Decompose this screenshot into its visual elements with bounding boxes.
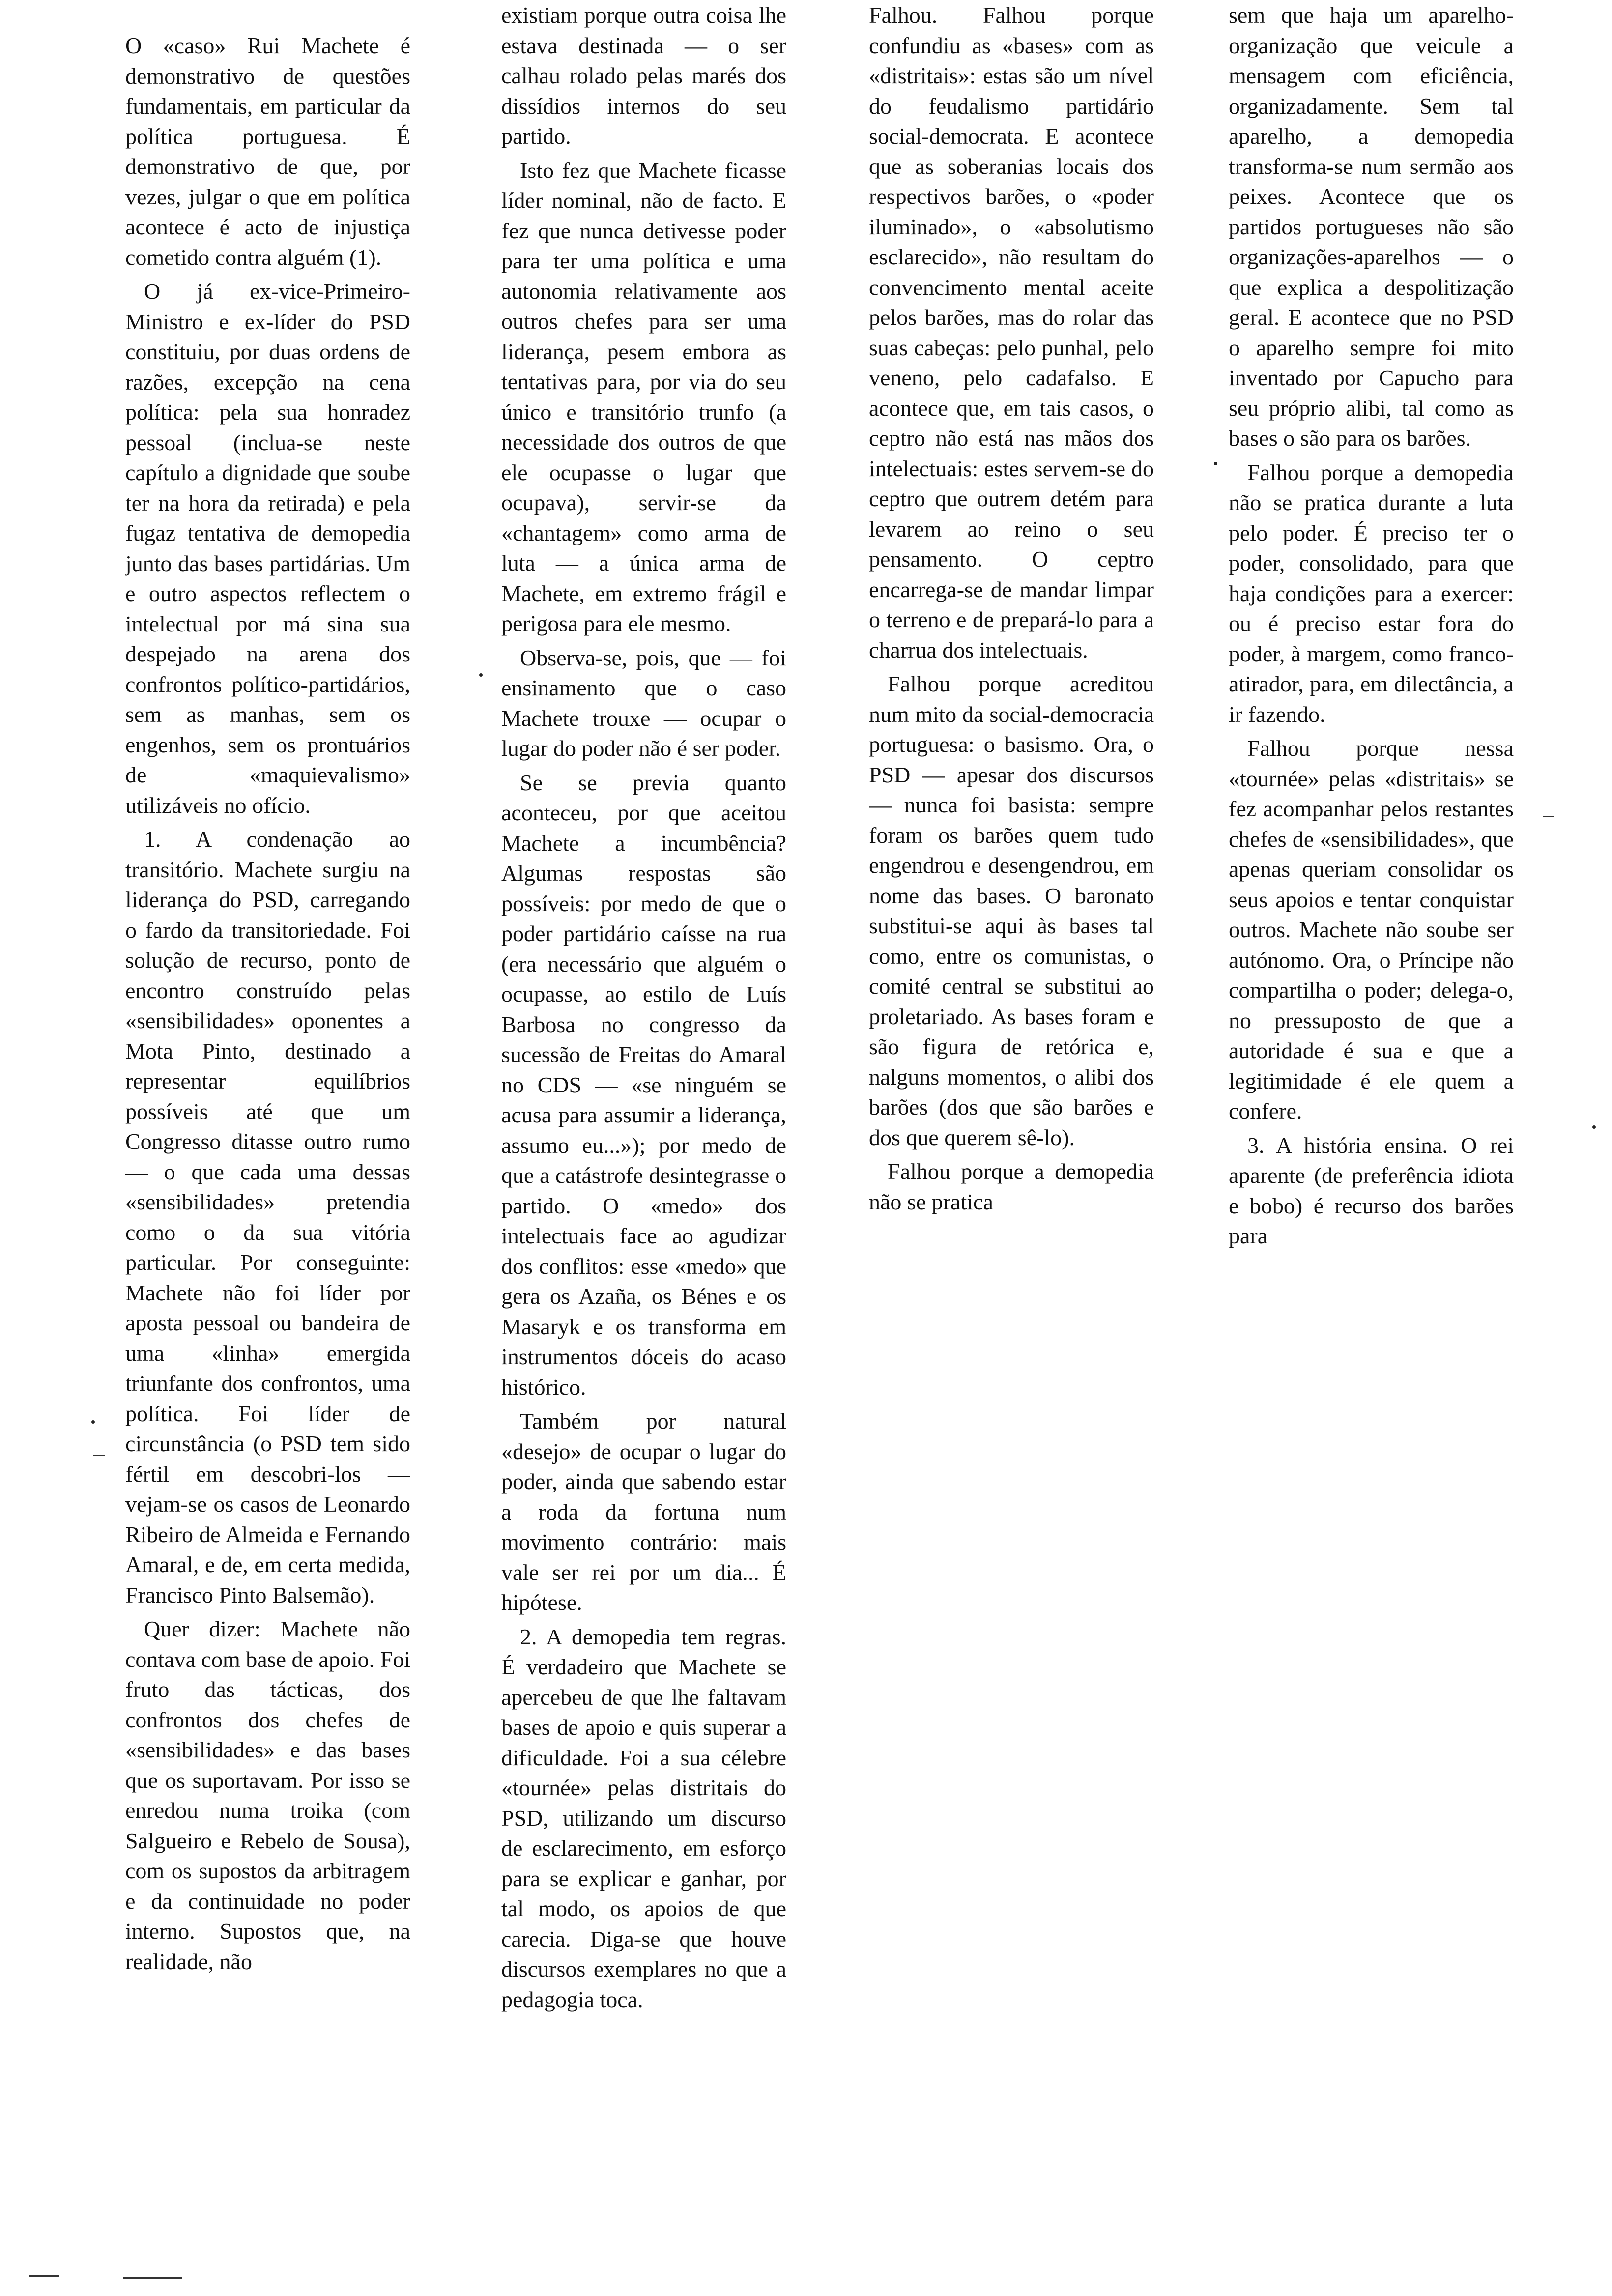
- paragraph: Observa-se, pois, que — foi ensinamento que o caso Machete trouxe — ocupar o lugar do poder não é ser poder.: [501, 645, 786, 761]
- paragraph: O já ex-vice-Primeiro-Ministro e ex-líder do PSD constituiu, por duas ordens de razões, excepção na cena política: pela sua honradez pessoal (inclua-se neste capítulo a dignidade que soube ter na hora da retirada) e pela fugaz tentativa de demopedia junto das bases partidárias. Um e outro aspectos reflectem o intelectual por má sina sua despejado na arena dos confrontos político-partidários, sem as manhas, sem os engenhos, sem os prontuários de «maquievalismo» utilizáveis no ofício.: [125, 279, 410, 818]
- paragraph: sem que haja um aparelho-organização que veicule a mensagem com eficiência, organizadamente. Sem tal aparelho, a demopedia transforma-se num sermão aos peixes. Acontece que os partidos portugueses não são organizações-aparelhos — o que explica a despolitização geral. E acontece que no PSD o aparelho sempre foi mito inventado por Capucho para seu próprio alibi, tal como as bases o são para os barões.: [1229, 2, 1514, 451]
- scan-mark: [29, 2275, 59, 2277]
- paragraph: Isto fez que Machete ficasse líder nominal, não de facto. E fez que nunca detivesse poder para ter uma política e uma autonomia relativamente aos outros chefes para ser uma liderança, pesem embora as tentativas para, por via do seu único e transitório trunfo (a necessidade dos outros de que ele ocupasse o lugar que ocupava), servir-se da «chantagem» como arma de luta — a única arma de Machete, em extremo frágil e perigosa para ele mesmo.: [501, 157, 786, 636]
- scan-mark: [123, 2277, 182, 2279]
- article-column-3: [869, 0, 1154, 1415]
- article-column-4: [1229, 0, 1514, 1415]
- paragraph: Falhou porque a demopedia não se pratica durante a luta pelo poder. É preciso ter o poder, consolidado, para que haja condições para a exercer: ou é preciso estar fora do poder, à margem, como franco-atirador, para, em dilectância, a ir fazendo.: [1229, 459, 1514, 727]
- paragraph: O «caso» Rui Machete é demonstrativo de questões fundamentais, em particular da política portuguesa. É demonstrativo de que, por vezes, julgar o que em política acontece é acto de injustiça cometido contra alguém (1).: [125, 33, 410, 270]
- paragraph: Falhou porque acreditou num mito da social-democracia portuguesa: o basismo. Ora, o PSD — apesar dos discursos — nunca foi basista: sempre foram os barões quem tudo engendrou e desengendrou, em nome das bases. O baronato substitui-se aqui às bases tal como, entre os comunistas, o comité central se substitui ao proletariado. As bases foram e são figura de retórica e, nalguns momentos, o alibi dos barões (dos que são barões e dos que querem sê-lo).: [869, 671, 1154, 1150]
- article-column-1: [125, 30, 410, 2271]
- scan-speck: [1592, 1125, 1596, 1129]
- paragraph: Quer dizer: Machete não contava com base de apoio. Foi fruto das tácticas, dos confrontos dos chefes de «sensibilidades» e das bases que os suportavam. Por isso se enredou numa troika (com Salgueiro e Rebelo de Sousa), com os supostos da arbitragem e da continuidade no poder interno. Supostos que, na realidade, não: [125, 1616, 410, 1974]
- paragraph: Falhou porque nessa «tournée» pelas «distritais» se fez acompanhar pelos restantes chefes de «sensibilidades», que apenas queriam consolidar os seus apoios e tentar conquistar outros. Machete não soube ser autónomo. Ora, o Príncipe não compartilha o poder; delega-o, no pressuposto de que a autoridade é sua e que a legitimidade é ele quem a confere.: [1229, 736, 1514, 1123]
- scan-speck: [1214, 462, 1217, 465]
- scan-speck: [91, 1420, 95, 1424]
- scan-mark: [1543, 816, 1554, 817]
- paragraph: Também por natural «desejo» de ocupar o lugar do poder, ainda que sabendo estar a roda da fortuna num movimento contrário: mais vale ser rei por um dia... É hipótese.: [501, 1408, 786, 1615]
- section-paragraph: 2. A demopedia tem regras. É verdadeiro que Machete se apercebeu de que lhe faltavam bases de apoio e quis superar a dificuldade. Foi a sua célebre «tournée» pelas distritais do PSD, utilizando um discurso de esclarecimento, em esforço para se explicar e ganhar, por tal modo, os apoios de que carecia. Diga-se que houve discursos exemplares no que a pedagogia toca.: [501, 1624, 786, 2012]
- section-paragraph: 3. A história ensina. O rei aparente (de preferência idiota e bobo) é recurso dos barões para: [1229, 1132, 1514, 1248]
- paragraph: existiam porque outra coisa lhe estava destinada — o ser calhau rolado pelas marés dos dissídios internos do seu partido.: [501, 2, 786, 148]
- section-paragraph: 1. A condenação ao transitório. Machete surgiu na liderança do PSD, carregando o fardo da transitoriedade. Foi solução de recurso, ponto de encontro construído pelas «sensibilidades» oponentes a Mota Pinto, destinado a representar equilíbrios possíveis até que um Congresso ditasse outro rumo — o que cada uma dessas «sensibilidades» pretendia como o da sua vitória particular. Por conseguinte: Machete não foi líder por aposta pessoal ou bandeira de uma «linha» emergida triunfante dos confrontos, uma política. Foi líder de circunstância (o PSD tem sido fértil em descobri-los — vejam-se os casos de Leonardo Ribeiro de Almeida e Fernando Amaral, e de, em certa medida, Francisco Pinto Balsemão).: [125, 827, 410, 1607]
- scan-speck: [479, 673, 483, 677]
- paragraph: Falhou. Falhou porque confundiu as «bases» com as «distritais»: estas são um nível do feudalismo partidário social-democrata. E acontece que as soberanias locais dos respectivos barões, o «poder iluminado», o «absolutismo esclarecido», não resultam do convencimento mental aceite pelos barões, mas do rolar das suas cabeças: pelo punhal, pelo veneno, pelo cadafalso. E acontece que, em tais casos, o ceptro não está nas mãos dos intelectuais: estes servem-se do ceptro que outrem detém para levarem ao reino o seu pensamento. O ceptro encarrega-se de mandar limpar o terreno e de prepará-lo para a charrua dos intelectuais.: [869, 2, 1154, 662]
- scan-mark: [93, 1455, 105, 1456]
- paragraph: Falhou porque a demopedia não se pratica: [869, 1159, 1154, 1214]
- article-column-2: [501, 0, 786, 2261]
- paragraph: Se se previa quanto aconteceu, por que aceitou Machete a incumbência? Algumas respostas são possíveis: por medo de que o poder partidário caísse na rua (era necessário que alguém o ocupasse, ao estilo de Luís Barbosa no congresso da sucessão de Freitas do Amaral no CDS — «se ninguém se acusa para assumir a liderança, assumo eu...»); por medo de que a catástrofe desintegrasse o partido. O «medo» dos intelectuais face ao agudizar dos conflitos: esse «medo» que gera os Azaña, os Bénes e os Masaryk e os transforma em instrumentos dóceis do acaso histórico.: [501, 770, 786, 1400]
